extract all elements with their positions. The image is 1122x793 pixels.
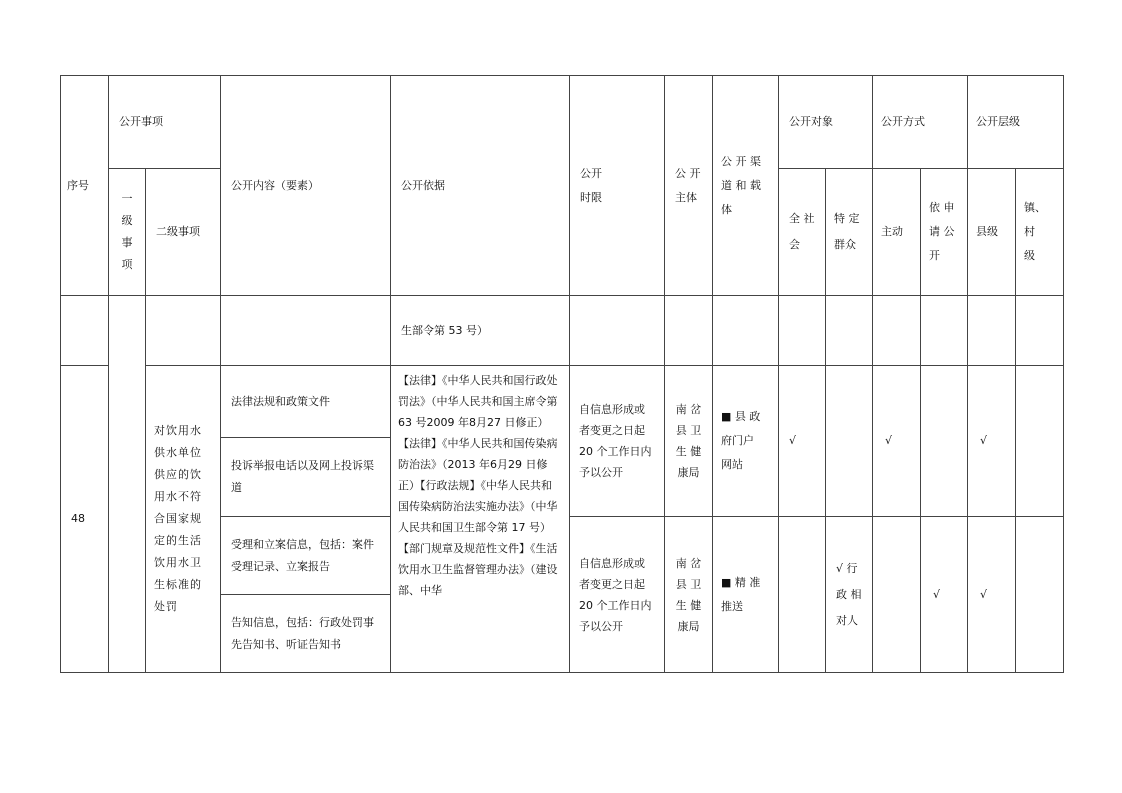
row48-channel-2: ■ 精 准 推送 bbox=[713, 517, 779, 673]
row48-target-all-2 bbox=[779, 517, 826, 673]
row48-content-1: 法律法规和政策文件 bbox=[221, 366, 391, 438]
header-content: 公开内容（要素） bbox=[221, 76, 391, 296]
row48-target-specific-1 bbox=[826, 366, 873, 517]
header-level1: 一 级 事 项 bbox=[109, 169, 146, 296]
row48-basis: 【法律】《中华人民共和国行政处罚法》（中华人民共和国主席令第 63 号2009 年8月27 日修正）【法律】《中华人民共和国传染病防治法》（2013 年6月29 日修正）【行政法规】《中华人民共和国传染病防治法实施办法》（中华人民共和国卫生部令第 17 号）【部门规章及规范性文件】《生活饮用水卫生监督管理办法》（建设部、中华 bbox=[391, 366, 570, 673]
row48-item: 对饮用水 供水单位 供应的饮 用水不符 合国家规 定的生活 饮用水卫 生标准的 处罚 bbox=[146, 366, 221, 673]
row48-subject-1: 南 岔 县 卫 生 健 康局 bbox=[665, 366, 713, 517]
header-seq: 序号 bbox=[61, 76, 109, 296]
header-method-active: 主动 bbox=[873, 169, 921, 296]
continuation-empty-5 bbox=[826, 296, 873, 366]
header-level: 公开层级 bbox=[968, 76, 1064, 169]
header-level2: 二级事项 bbox=[146, 169, 221, 296]
row48-level-county-2: √ bbox=[968, 517, 1016, 673]
continuation-level2 bbox=[146, 296, 221, 366]
row48-level-town-2 bbox=[1016, 517, 1064, 673]
row48-seq: 48 bbox=[61, 366, 109, 673]
row48-time-limit-2: 自信息形成或者变更之日起20 个工作日内予以公开 bbox=[570, 517, 665, 673]
continuation-empty-9 bbox=[1016, 296, 1064, 366]
row48-method-active-1: √ bbox=[873, 366, 921, 517]
level1-cell bbox=[109, 296, 146, 673]
header-time-limit: 公开 时限 bbox=[570, 76, 665, 296]
row48-subject-2: 南 岔 县 卫 生 健 康局 bbox=[665, 517, 713, 673]
header-level-county: 县级 bbox=[968, 169, 1016, 296]
continuation-empty-4 bbox=[779, 296, 826, 366]
row48-target-specific-2: √ 行 政 相 对人 bbox=[826, 517, 873, 673]
continuation-row bbox=[61, 296, 1064, 366]
row48-channel-1: ■ 县 政 府门户 网站 bbox=[713, 366, 779, 517]
header-channel: 公 开 渠 道 和 载 体 bbox=[713, 76, 779, 296]
continuation-empty-7 bbox=[921, 296, 968, 366]
continuation-empty-6 bbox=[873, 296, 921, 366]
header-basis: 公开依据 bbox=[391, 76, 570, 296]
continuation-content bbox=[221, 296, 391, 366]
disclosure-table bbox=[60, 75, 1064, 673]
row48-method-apply-2: √ bbox=[921, 517, 968, 673]
row48-target-all-1: √ bbox=[779, 366, 826, 517]
row48-content-3: 受理和立案信息，包括：案件受理记录、立案报告 bbox=[221, 517, 391, 595]
row48-method-apply-1 bbox=[921, 366, 968, 517]
header-target-specific: 特 定 群众 bbox=[826, 169, 873, 296]
header-level-town: 镇、 村 级 bbox=[1016, 169, 1064, 296]
header-items: 公开事项 bbox=[109, 76, 221, 169]
row48-method-active-2 bbox=[873, 517, 921, 673]
row48-content-2: 投诉举报电话以及网上投诉渠道 bbox=[221, 438, 391, 517]
header-subject: 公 开 主体 bbox=[665, 76, 713, 296]
continuation-empty-1 bbox=[570, 296, 665, 366]
row48-time-limit-1: 自信息形成或者变更之日起20 个工作日内予以公开 bbox=[570, 366, 665, 517]
header-target-all: 全 社 会 bbox=[779, 169, 826, 296]
continuation-seq bbox=[61, 296, 109, 366]
header-row-1 bbox=[61, 76, 1064, 169]
header-method-apply: 依 申 请 公 开 bbox=[921, 169, 968, 296]
continuation-empty-3 bbox=[713, 296, 779, 366]
continuation-empty-8 bbox=[968, 296, 1016, 366]
header-method: 公开方式 bbox=[873, 76, 968, 169]
row48-content-4: 告知信息，包括：行政处罚事先告知书、听证告知书 bbox=[221, 595, 391, 673]
header-target: 公开对象 bbox=[779, 76, 873, 169]
continuation-basis: 生部令第 53 号） bbox=[391, 296, 570, 366]
row48-level-county-1: √ bbox=[968, 366, 1016, 517]
table-row bbox=[61, 366, 1064, 438]
continuation-empty-2 bbox=[665, 296, 713, 366]
row48-level-town-1 bbox=[1016, 366, 1064, 517]
